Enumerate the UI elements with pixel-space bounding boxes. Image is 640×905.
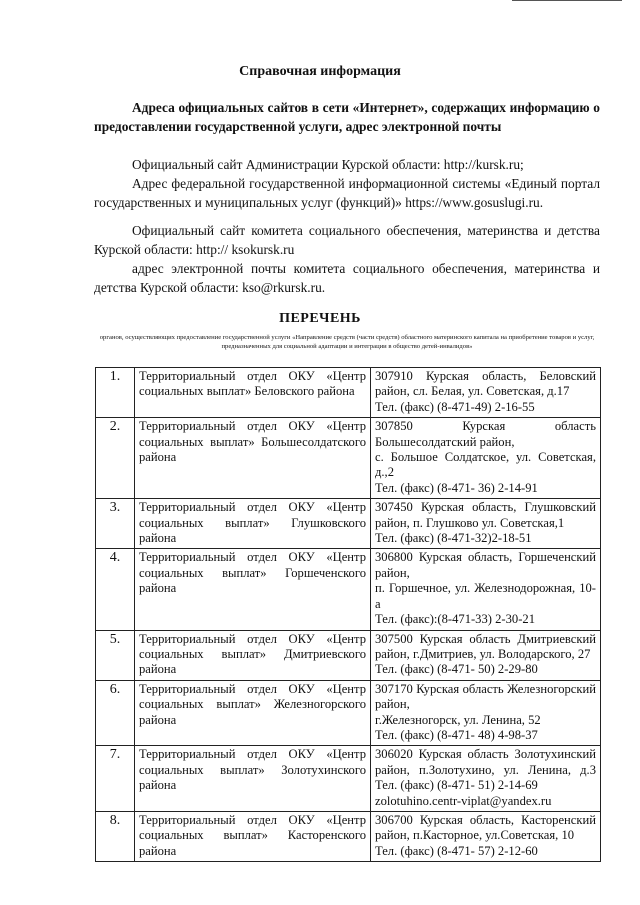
list-title: ПЕРЕЧЕНЬ — [279, 311, 361, 326]
office-name: Территориальный отдел ОКУ «Центр социальных выплат» Касторенского района — [135, 811, 371, 861]
address-line: с. Большое Солдатское, ул. Советская, д.,2 — [375, 450, 596, 480]
table-row — [96, 746, 601, 812]
address-line: п. Горшечное, ул. Железнодорожная, 10-а — [375, 581, 596, 611]
office-name: Территориальный отдел ОКУ «Центр социальных выплат» Железногорского района — [135, 680, 371, 746]
office-address — [371, 680, 601, 746]
address-line: 307850 Курская область Большесолдатский район, — [375, 419, 596, 449]
row-number: 5. — [96, 630, 135, 680]
address-line: 306700 Курская область, Касторенский район, п.Касторное, ул.Советская, 10 — [375, 812, 596, 843]
table-row — [96, 418, 601, 499]
office-address — [371, 368, 601, 418]
office-name: Территориальный отдел ОКУ «Центр социальных выплат» Золотухинского района — [135, 746, 371, 812]
offices-table — [95, 367, 601, 862]
table-row — [96, 499, 601, 549]
table-row — [96, 811, 601, 861]
address-line: Тел. (факс) (8-471- 50) 2-29-80 — [375, 662, 538, 677]
office-name: Территориальный отдел ОКУ «Центр социальных выплат» Горшеченского района — [135, 549, 371, 630]
address-line: 307910 Курская область, Беловский район, сл. Белая, ул. Советская, д.17 — [375, 369, 596, 399]
office-name: Территориальный отдел ОКУ «Центр социальных выплат» Большесолдатского района — [135, 418, 371, 499]
address-line: Тел. (факс):(8-471-33) 2-30-21 — [375, 612, 535, 627]
reference-info-heading: Справочная информация — [239, 64, 401, 79]
office-name: Территориальный отдел ОКУ «Центр социальных выплат» Беловского района — [135, 368, 371, 418]
address-line: 306020 Курская область Золотухинский район, п.Золотухино, ул. Ленина, д.3 Тел. (факс) (8-471- 51) 2-14-69 — [375, 747, 596, 793]
address-line: Тел. (факс) (8-471- 36) 2-14-91 — [375, 480, 538, 495]
row-number: 4. — [96, 549, 135, 630]
office-address — [371, 746, 601, 812]
address-line: 307170 Курская область Железногорский район, — [375, 681, 596, 712]
office-address — [371, 549, 601, 630]
row-number: 3. — [96, 499, 135, 549]
office-name: Территориальный отдел ОКУ «Центр социальных выплат» Глушковского района — [135, 499, 371, 549]
email-paragraph: адрес электронной почты комитета социального обеспечения, материнства и детства Курской области: kso@rkursk.ru. — [94, 261, 600, 295]
address-line: 307450 Курская область, Глушковский район, п. Глушково ул. Советская,1 — [375, 500, 596, 530]
scan-edge-mark — [512, 0, 622, 7]
address-line: 306800 Курская область, Горшеченский район, — [375, 550, 596, 580]
office-name: Территориальный отдел ОКУ «Центр социальных выплат» Дмитриевского района — [135, 630, 371, 680]
address-line: Тел. (факс) (8-471-49) 2-16-55 — [375, 399, 535, 414]
address-line: zolotuhino.centr-viplat@yandex.ru — [375, 793, 552, 808]
websites-section-title: Адреса официальных сайтов в сети «Интернет», содержащих информацию о предоставлении государственной услуги, адрес электронной почты — [94, 100, 600, 134]
row-number: 1. — [96, 368, 135, 418]
table-row — [96, 680, 601, 746]
address-line: Тел. (факс) (8-471- 57) 2-12-60 — [375, 843, 538, 858]
row-number: 8. — [96, 811, 135, 861]
office-address — [371, 811, 601, 861]
address-line: Тел. (факс) (8-471- 48) 4-98-37 — [375, 727, 538, 742]
row-number: 2. — [96, 418, 135, 499]
admin-site-paragraph: Официальный сайт Администрации Курской области: http://kursk.ru; — [132, 157, 524, 172]
address-line: г.Железногорск, ул. Ленина, 52 — [375, 712, 541, 727]
table-row — [96, 630, 601, 680]
table-row — [96, 368, 601, 418]
list-subtitle: органов, осуществляющих предоставление государственной услуги «Направление средств (части средств) областного материнского капитала на приобретение товаров и услуг, предназначенных для социальной адаптации и интеграции в общество детей-инвалидов» — [99, 334, 595, 350]
office-address — [371, 630, 601, 680]
address-line: 307500 Курская область Дмитриевский район, г.Дмитриев, ул. Володарского, 27 — [375, 631, 596, 661]
office-address — [371, 418, 601, 499]
office-address — [371, 499, 601, 549]
gosuslugi-paragraph: Адрес федеральной государственной информационной системы «Единый портал государственных и муниципальных услуг (функций)» https://www.gosuslugi.ru. — [94, 176, 600, 210]
address-line: Тел. (факс) (8-471-32)2-18-51 — [375, 531, 532, 546]
ksokursk-site-paragraph: Официальный сайт комитета социального обеспечения, материнства и детства Курской области: http:// ksokursk.ru — [94, 223, 600, 257]
table-row — [96, 549, 601, 630]
row-number: 6. — [96, 680, 135, 746]
row-number: 7. — [96, 746, 135, 812]
